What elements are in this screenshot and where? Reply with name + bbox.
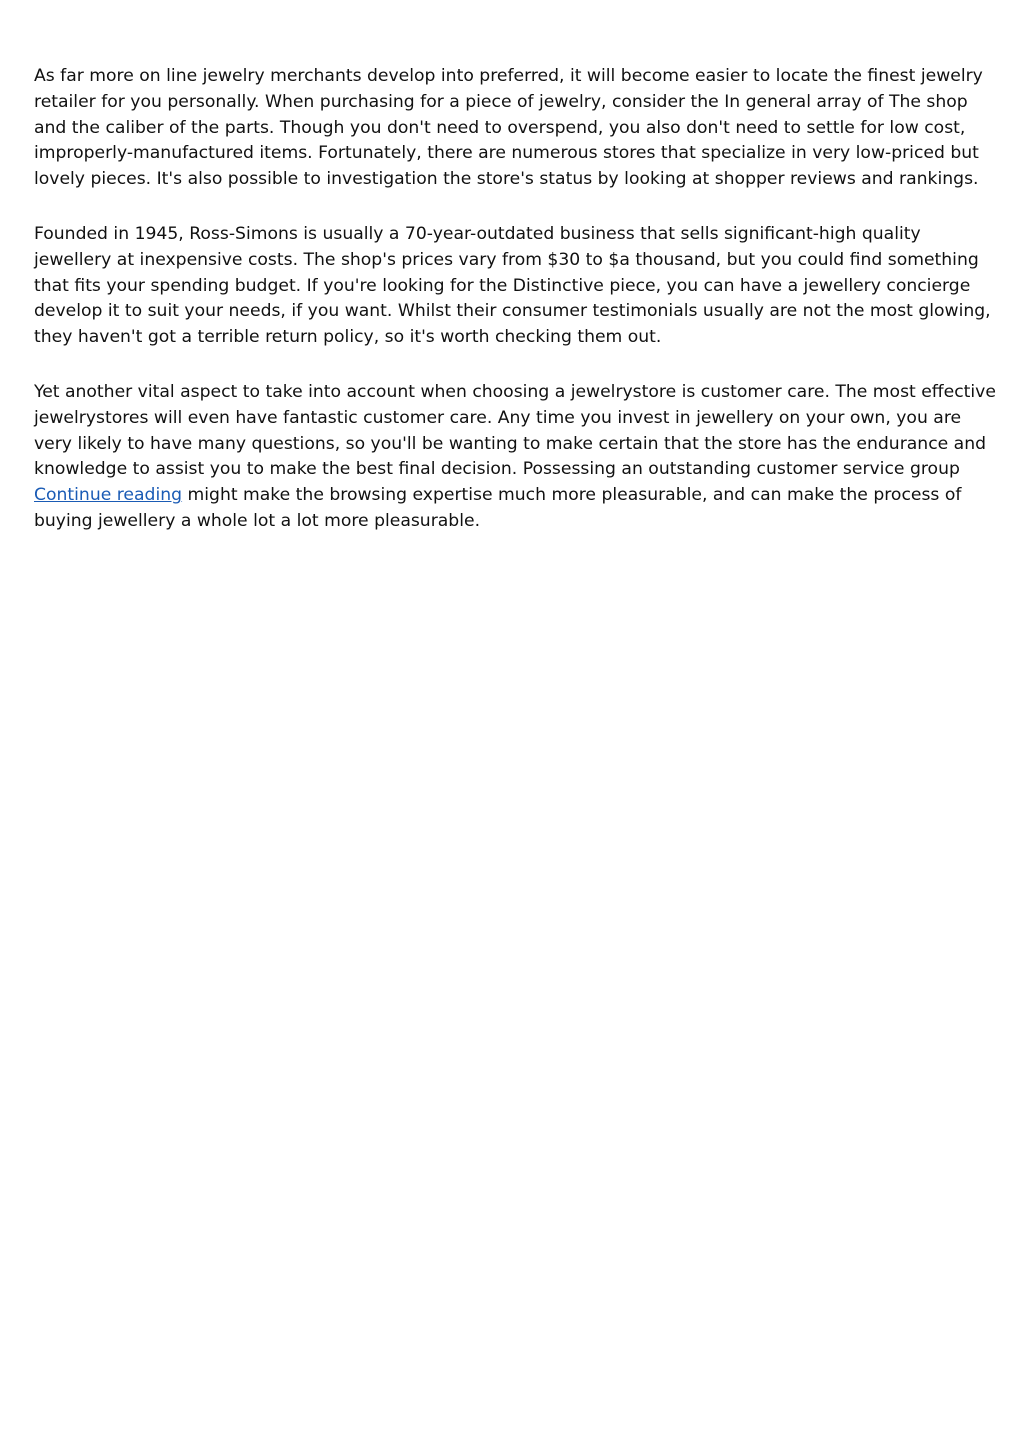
paragraph-3-text-before-link: Yet another vital aspect to take into account when choosing a jewelrystore is customer care. The most effective jewelrystores will even have fantastic customer care. Any time you invest in jewellery on your own, you are very likely to have many questions, so you'll be wanting to make certain that the store has the endurance and knowledge to assist you to make the best final decision. Possessing an outstanding customer service group bbox=[34, 381, 996, 480]
continue-reading-link[interactable]: Continue reading bbox=[34, 485, 183, 506]
paragraph-1: As far more on line jewelry merchants develop into preferred, it will become easier to locate the finest jewelry retailer for you personally. When purchasing for a piece of jewelry, consider the In general array of The shop and the caliber of the parts. Though you don't need to overspend, you also don't need to settle for low cost, improperly-manufactured items. Fortunately, there are numerous stores that specialize in very low-priced but lovely pieces. It's also possible to investigation the store's status by looking at shopper reviews and rankings. bbox=[34, 66, 983, 190]
paragraph-3-text-after-link: might make the browsing expertise much more pleasurable, and can make the process of buying jewellery a whole lot a lot more pleasurable. bbox=[34, 485, 962, 531]
document-body bbox=[34, 64, 996, 564]
paragraph-2: Founded in 1945, Ross-Simons is usually a 70-year-outdated business that sells significant-high quality jewellery at inexpensive costs. The shop's prices vary from $30 to $a thousand, but you could find something that fits your spending budget. If you're looking for the Distinctive piece, you can have a jewellery concierge develop it to suit your needs, if you want. Whilst their consumer testimonials usually are not the most glowing, they haven't got a terrible return policy, so it's worth checking them out. bbox=[34, 223, 991, 348]
paragraph-3 bbox=[34, 380, 996, 535]
